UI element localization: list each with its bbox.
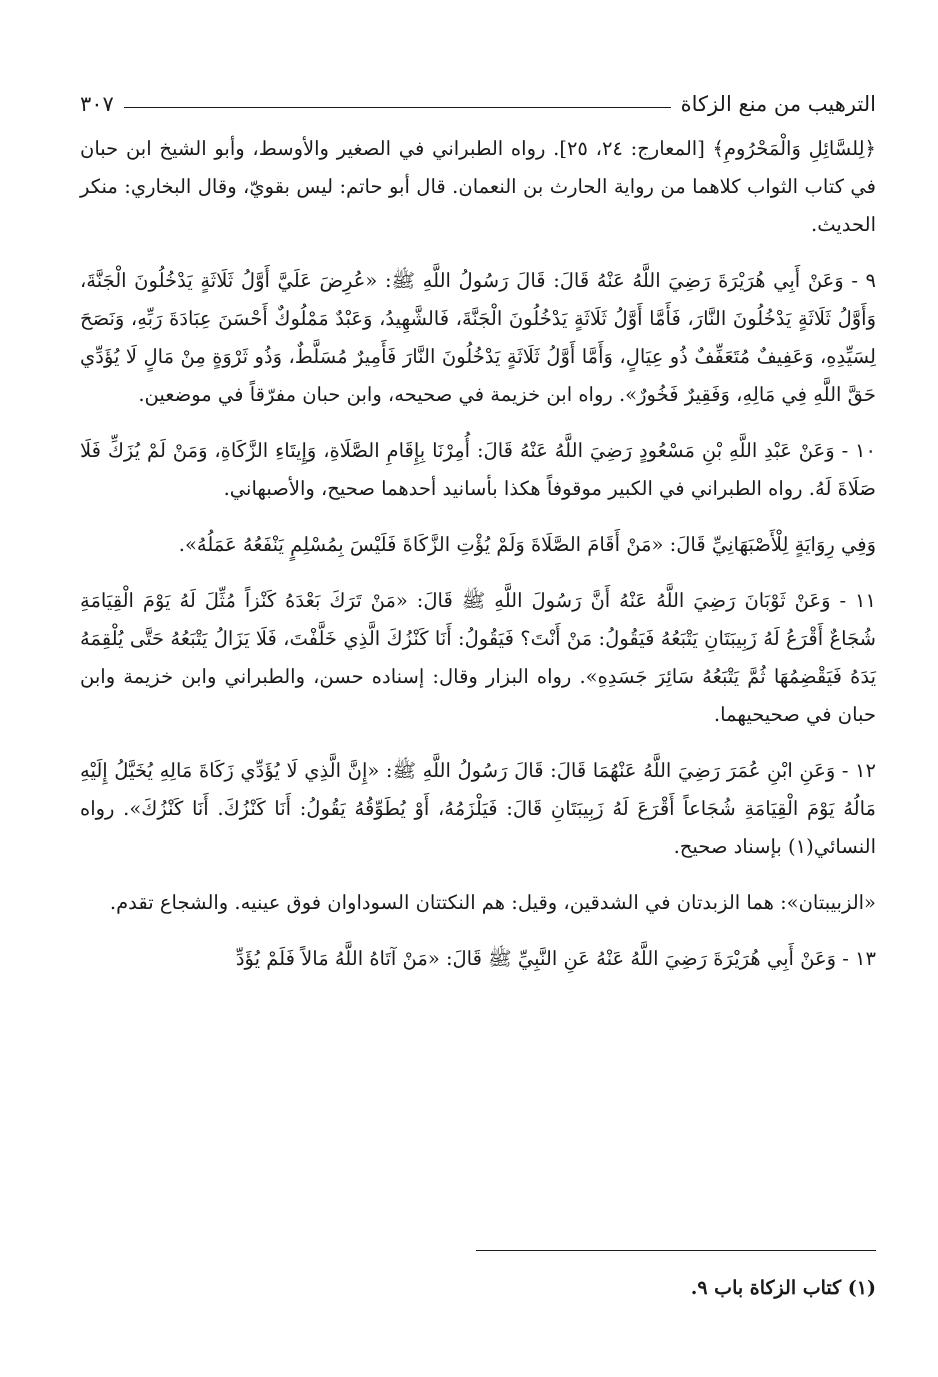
chapter-title: الترهيب من منع الزكاة [680, 92, 876, 116]
paragraph-gloss: «الزبيبتان»: هما الزبدتان في الشدقين، وقيل: هم النكتتان السوداوان فوق عينيه. والشجاع تقدم. [109, 891, 876, 914]
paragraph-hadith-12: ١٢ - وَعَنِ ابْنِ عُمَرَ رَضِيَ اللَّهُ عَنْهُمَا قَالَ: قَالَ رَسُولُ اللَّهِ ﷺ: «إِنَّ الَّذِي لَا يُؤَدِّي زَكَاةَ مَالِهِ يُخَيَّلُ إِلَيْهِ مَالُهُ يَوْمَ الْقِيَامَةِ شُجَاعاً أَقْرَعَ لَهُ زَبِيبَتَانِ قَالَ: فَيَلْزَمُهُ، أَوْ يُطَوِّقُهُ يَقُولُ: أَنَا كَنْزُكَ. أَنَا كَنْزُكَ». رواه النسائي(١) بإسناد صحيح. [80, 759, 876, 858]
book-page [80, 60, 876, 1337]
paragraph-hadith-13: ١٣ - وَعَنْ أَبِي هُرَيْرَةَ رَضِيَ اللَّهُ عَنْهُ عَنِ النَّبِيِّ ﷺ قَالَ: «مَنْ آتَاهُ اللَّهُ مَالاً فَلَمْ يُؤَدِّ [235, 947, 876, 970]
paragraph-hadith-10-variant: وَفِي رِوَايَةٍ لِلْأَصْبَهَانِيِّ قَالَ: «مَنْ أَقَامَ الصَّلَاةَ وَلَمْ يُؤْتِ الزَّكَاةَ فَلَيْسَ بِمُسْلِمٍ يَنْفَعُهُ عَمَلُهُ». [178, 533, 876, 556]
page-number: ٣٠٧ [80, 92, 114, 116]
paragraph-hadith-9: ٩ - وَعَنْ أَبِي هُرَيْرَةَ رَضِيَ اللَّهُ عَنْهُ قَالَ: قَالَ رَسُولُ اللَّهِ ﷺ: «عُرِضَ عَلَيَّ أَوَّلُ ثَلَاثَةٍ يَدْخُلُونَ الْجَنَّةَ، وَأَوَّلُ ثَلَاثَةٍ يَدْخُلُونَ النَّارَ، فَأَمَّا أَوَّلُ ثَلَاثَةٍ يَدْخُلُونَ الْجَنَّةَ، فَالشَّهِيدُ، وَعَبْدٌ مَمْلُوكٌ أَحْسَنَ عِبَادَةَ رَبِّهِ، وَنَصَحَ لِسَيِّدِهِ، وَعَفِيفٌ مُتَعَفِّفٌ ذُو عِيَالٍ، وَأَمَّا أَوَّلُ ثَلَاثَةٍ يَدْخُلُونَ النَّارَ فَأَمِيرٌ مُسَلَّطٌ، وَذُو ثَرْوَةٍ مِنْ مَالٍ لَا يُؤَدِّي حَقَّ اللَّهِ فِي مَالِهِ، وَفَقِيرٌ فَخُورٌ». رواه ابن خزيمة في صحيحه، وابن حبان مفرّقاً في موضعين. [80, 269, 876, 406]
page-body [80, 130, 876, 996]
paragraph-hadith-11: ١١ - وَعَنْ ثَوْبَانَ رَضِيَ اللَّهُ عَنْهُ أَنَّ رَسُولَ اللَّهِ ﷺ قَالَ: «مَنْ تَرَكَ بَعْدَهُ كَنْزاً مُثِّلَ لَهُ يَوْمَ الْقِيَامَةِ شُجَاعٌ أَقْرَعُ لَهُ زَبِيبَتَانِ يَتْبَعُهُ فَيَقُولُ: مَنْ أَنْتَ؟ فَيَقُولُ: أَنَا كَنْزُكَ الَّذِي خَلَّفْتَ، فَلَا يَزَالُ يَتْبَعُهُ حَتَّى يُلْقِمَهُ يَدَهُ فَيَقْضِمُهَا ثُمَّ يَتْبَعُهُ سَائِرَ جَسَدِهِ». رواه البزار وقال: إسناده حسن، والطبراني وابن خزيمة وابن حبان في صحيحيهما. [80, 589, 876, 726]
running-header [80, 82, 876, 116]
paragraph-intro: ﴿لِلسَّائِلِ وَالْمَحْرُومِ﴾ [المعارج: ٢٤، ٢٥]. رواه الطبراني في الصغير والأوسط، وأبو الشيخ ابن حبان في كتاب الثواب كلاهما من رواية الحارث بن النعمان. قال أبو حاتم: ليس بقويّ، وقال البخاري: منكر الحديث. [80, 137, 876, 236]
footnote: (١) كتاب الزكاة باب ٩. [690, 1277, 876, 1299]
footnote-rule [476, 1250, 876, 1251]
header-rule [124, 107, 671, 108]
paragraph-hadith-10: ١٠ - وَعَنْ عَبْدِ اللَّهِ بْنِ مَسْعُودٍ رَضِيَ اللَّهُ عَنْهُ قَالَ: أُمِرْنَا بِإِقَامِ الصَّلَاةِ، وَإِيتَاءِ الزَّكَاةِ، وَمَنْ لَمْ يُزَكِّ فَلَا صَلَاةَ لَهُ. رواه الطبراني في الكبير موقوفاً هكذا بأسانيد أحدهما صحيح، والأصبهاني. [80, 439, 876, 500]
